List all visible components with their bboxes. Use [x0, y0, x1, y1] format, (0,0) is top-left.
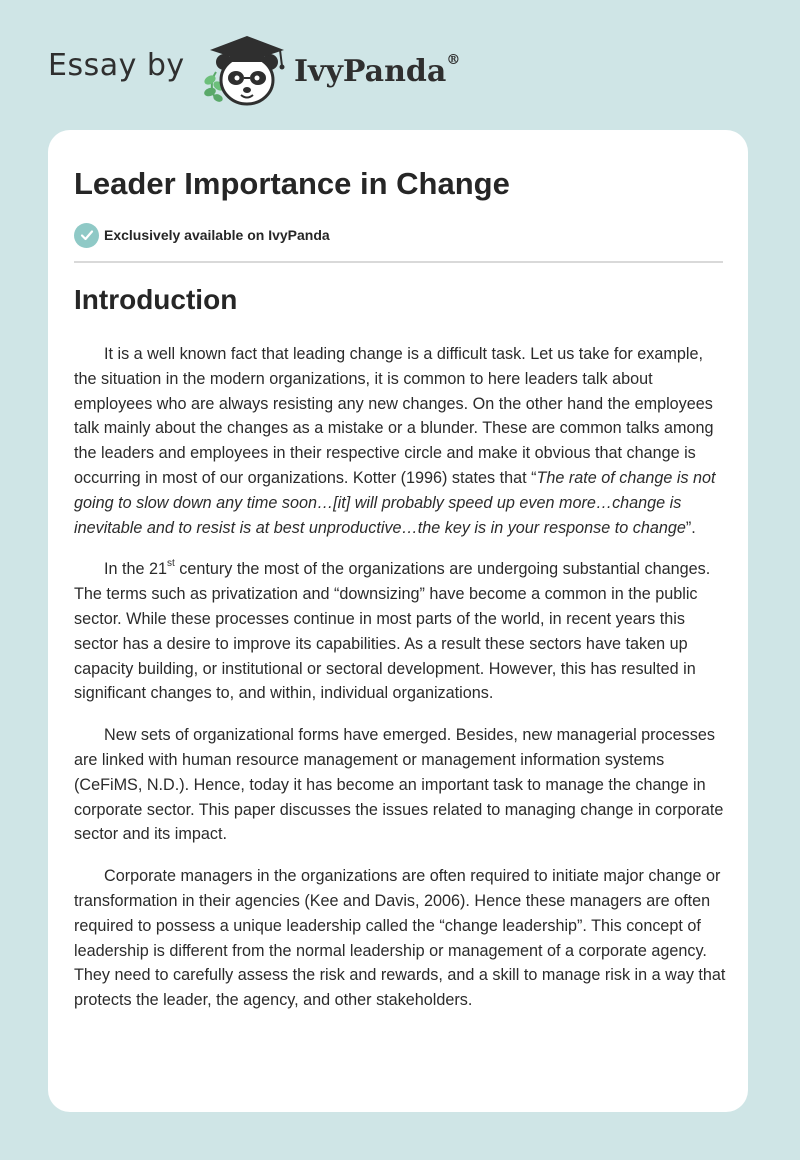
exclusive-badge-text: Exclusively available on IvyPanda	[104, 227, 330, 243]
paragraph-1-end: ”.	[685, 518, 696, 537]
paragraph-2-start: In the 21	[104, 560, 168, 579]
brand-text: IvyPanda	[294, 54, 447, 89]
paragraph-4: Corporate managers in the organizations are often required to initiate major change or transformation in their agencies (Kee and Davis, 2006). Hence these managers are often required to possess a unique leadership called the “change leadership”. This concept of leadership is different from the normal leadership or management of a corporate agency. They need to carefully assess the risk and rewards, and a skill to manage risk in a way that protects the leader, the agency, and other stakeholders.	[74, 867, 726, 1010]
registered-mark: ®	[446, 52, 461, 68]
page-title: Leader Importance in Change	[74, 166, 510, 201]
paragraph-2	[74, 557, 726, 706]
panda-logo-icon	[200, 34, 292, 110]
brand-name	[294, 54, 460, 89]
paragraph-2-rest: century the most of the organizations are undergoing substantial changes. The terms such as privatization and “downsizing” have become a common in the public sector. While these processes continue in most parts of the world, in recent years this sector has a desire to improve its capabilities. As a result these sectors have taken up capacity building, or institutional or sectoral development. However, this has resulted in significant changes to, and within, individual organizations.	[74, 560, 711, 703]
paragraph-1-text: It is a well known fact that leading change is a difficult task. Let us take for example, the situation in the modern organizations, it is common to here leaders talk about employees who are always resisting any new changes. On the other hand the employees talk mainly about the changes as a mistake or a blunder. These are common talks among the leaders and employees in their respective circle and make it obvious that change is occurring in most of our organizations. Kotter (1996) states that “	[74, 345, 714, 487]
paragraph-3: New sets of organizational forms have emerged. Besides, new managerial processes are linked with human resource management or management information systems (CeFiMS, N.D.). Hence, today it has become an important task to manage the change in corporate sector. This paper discusses the issues related to managing change in corporate sector and its impact.	[74, 726, 724, 844]
section-heading: Introduction	[74, 284, 238, 315]
exclusive-badge	[74, 222, 330, 248]
essay-by-text: Essay by	[48, 48, 185, 83]
essay-body	[74, 342, 726, 1030]
divider	[74, 261, 723, 263]
paragraph-1	[74, 342, 726, 540]
ordinal-suffix: st	[167, 557, 175, 569]
essay-card	[48, 130, 748, 1112]
kotter-quote: The rate of change is not going to slow down any time soon…[it] will probably speed up even more…change is inevitable and to resist is at best unproductive…the key is in your response to change	[74, 468, 716, 537]
check-circle-icon	[74, 223, 99, 248]
site-header	[48, 34, 508, 114]
